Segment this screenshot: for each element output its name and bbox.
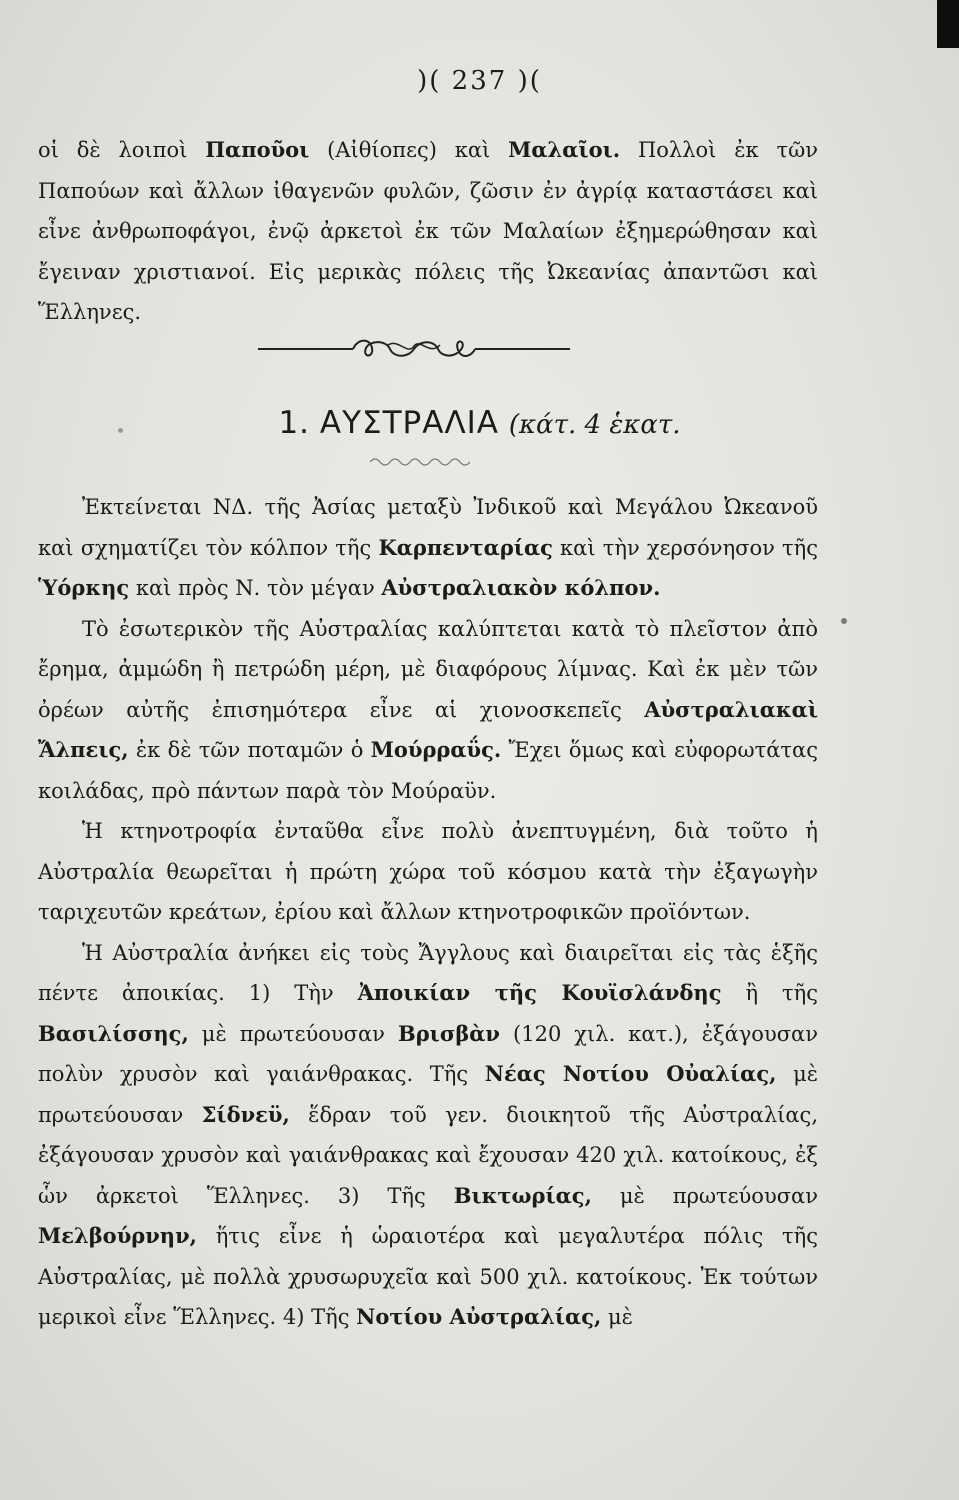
text-run: μὲ πρωτεύουσαν (591, 1183, 818, 1208)
text-run: ἥτις εἶνε ἡ ὡραιοτέρα καὶ μεγαλυτέρα πόλις τῆς Αὐστραλίας, μὲ πολλὰ χρυσωρυχεῖα καὶ 500 χιλ. κατοίκους. Ἐκ τούτων μερικοὶ εἶνε Ἕλληνες. 4) Τῆς (38, 1224, 818, 1329)
scan-corner-shadow (937, 0, 959, 48)
text-run: καὶ πρὸς Ν. τὸν μέγαν (129, 576, 382, 600)
scan-speck (841, 618, 847, 624)
section-heading (0, 405, 959, 441)
text-run: Πολλοὶ ἐκ τῶν Παπούων καὶ ἄλλων ἰθαγενῶν φυλῶν, ζῶσιν ἐν ἀγρίᾳ καταστάσει καὶ εἶνε ἀνθρωποφάγοι, ἐνῷ ἀρκετοὶ ἐκ τῶν Μαλαίων ἐξημερώθησαν καὶ ἔγειναν χριστιανοί. Εἰς μερικὰς πόλεις τῆς Ὠκεανίας ἀπαντῶσι καὶ Ἕλληνες. (38, 138, 818, 324)
text-run: καὶ τὴν χερσόνησον τῆς (552, 535, 819, 560)
bold-term: Βασιλίσσης, (38, 1020, 189, 1046)
text-run: Ἐκτείνεται ΝΔ. τῆς Ἀσίας μεταξὺ Ἰνδικοῦ καὶ Μεγάλου Ὠκεανοῦ καὶ σχηματίζει τὸν κόλπον τῆς (38, 495, 818, 560)
paragraph-4 (38, 933, 818, 1338)
paragraph-1 (38, 487, 818, 609)
text-run: Τὸ ἐσωτερικὸν τῆς Αὐστραλίας καλύπτεται κατὰ τὸ πλεῖστον ἀπὸ ἔρημα, ἀμμώδη ἢ πετρώδη μέρη, μὲ διαφόρους λίμνας. Καὶ ἐκ μὲν τῶν ὀρέων αὐτῆς ἐπισημότερα εἶνε αἱ χιονοσκεπεῖς (38, 616, 818, 722)
bold-term: Καρπενταρίας (378, 534, 553, 560)
bold-term: Βικτωρίας, (453, 1182, 592, 1208)
text-run: Ἡ Αὐστραλία ἀνήκει εἰς τοὺς Ἄγγλους καὶ διαιρεῖται εἰς τὰς ἑξῆς πέντε ἀποικίας. 1) Τὴν (38, 940, 818, 1005)
bold-term: Αὐστραλιακὸν κόλπον. (381, 575, 661, 600)
paragraph-3 (38, 811, 818, 933)
bold-term: Μαλαῖοι. (508, 137, 621, 162)
text-run: (Αἰθίοπες) καὶ (309, 138, 509, 162)
main-text (38, 487, 818, 1338)
intro-paragraph (38, 130, 818, 333)
text-run: Ἔχει ὅμως καὶ εὐφορωτάτας κοιλάδας, πρὸ πάντων παρὰ τὸν Μούραϋν. (38, 738, 818, 803)
bold-term: Ὑόρκης (38, 575, 130, 600)
bold-term: Ἀποικίαν τῆς Κουϊσλάνδης (357, 980, 722, 1005)
text-run: ἢ τῆς (721, 981, 818, 1005)
section-divider-ornament (258, 334, 570, 364)
text-run: ἕδραν τοῦ γεν. διοικητοῦ τῆς Αὐστραλίας, ἐξάγουσαν χρυσὸν καὶ γαιάνθρακας καὶ ἔχουσαν 420 χιλ. κατοίκους, ἐξ ὧν ἀρκετοὶ Ἕλληνες. 3) Τῆς (38, 1102, 818, 1208)
intro-paragraph-text (38, 130, 818, 333)
text-run: ἐκ δὲ τῶν ποταμῶν ὁ (128, 738, 371, 762)
heading-underline-ornament (370, 455, 470, 469)
section-subtitle: (κάτ. 4 ἑκατ. (508, 410, 681, 440)
bold-term: Νοτίου Αὐστραλίας, (356, 1304, 602, 1329)
text-run: οἱ δὲ λοιποὶ (38, 138, 206, 162)
paragraph-2 (38, 609, 818, 812)
bold-term: Μελβούρνην, (38, 1223, 197, 1248)
bold-term: Σίδνεϋ, (201, 1101, 290, 1127)
page-number-header: )( 237 )( (417, 66, 542, 96)
bold-term: Παποῦοι (205, 137, 310, 162)
section-number: 1. (278, 405, 311, 441)
bold-term: Βρισβὰν (397, 1020, 501, 1046)
text-run: μὲ (601, 1305, 633, 1329)
bold-term: Αὐστραλιακαὶ Ἄλπεις, (38, 696, 818, 762)
section-title: ΑΥΣΤΡΑΛΙΑ (319, 405, 499, 441)
bold-term: Μούρραΰς. (370, 737, 502, 762)
text-run: Ἡ κτηνοτροφία ἐνταῦθα εἶνε πολὺ ἀνεπτυγμένη, διὰ τοῦτο ἡ Αὐστραλία θεωρεῖται ἡ πρώτη χώρα τοῦ κόσμου κατὰ τὴν ἐξαγωγὴν ταριχευτῶν κρεάτων, ἐρίου καὶ ἄλλων κτηνοτροφικῶν προϊόντων. (38, 819, 818, 924)
text-run: μὲ πρωτεύουσαν (38, 1062, 818, 1127)
text-run: μὲ πρωτεύουσαν (188, 1021, 398, 1046)
bold-term: Νέας Νοτίου Οὐαλίας, (484, 1061, 777, 1086)
text-run: (120 χιλ. κατ.), ἐξάγουσαν πολὺν χρυσὸν καὶ γαιάνθρακας. Τῆς (38, 1021, 819, 1086)
